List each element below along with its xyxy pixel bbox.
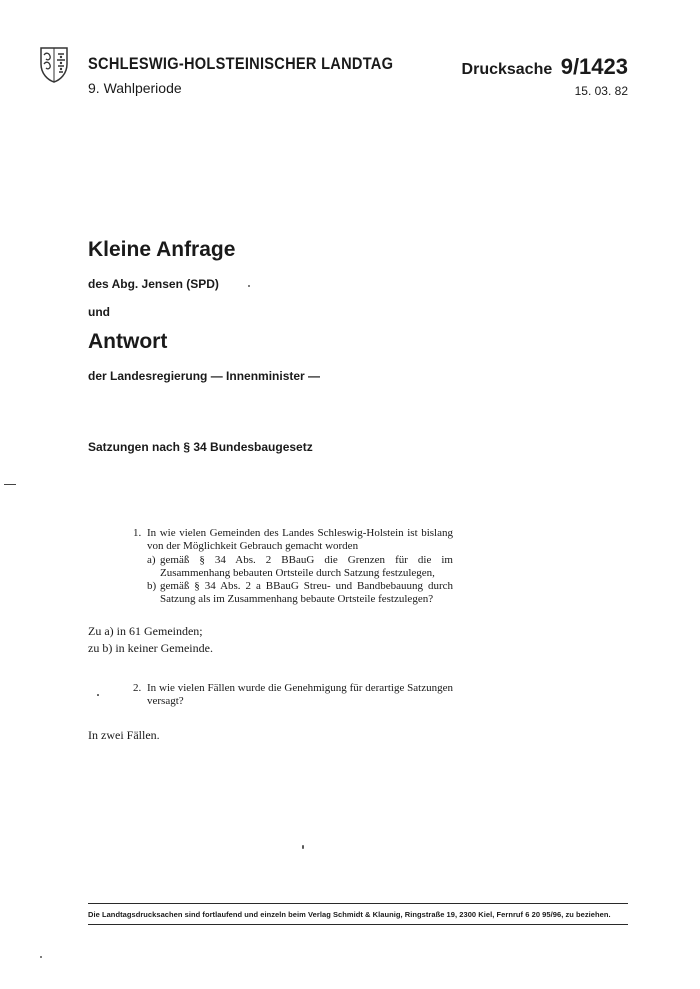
answer-title: Antwort [88, 330, 168, 353]
subject-line: Satzungen nach § 34 Bundesbaugesetz [88, 440, 313, 454]
answer-2 [88, 727, 160, 744]
legislative-period: 9. Wahlperiode [88, 80, 182, 96]
question-2 [133, 682, 453, 708]
item-text: gemäß § 34 Abs. 2 a BBauG Streu- und Bandbebauung durch Satzung als im Zusammenhang bebaute Ortsteile festzulegen? [160, 580, 453, 605]
question-text: In wie vielen Gemeinden des Landes Schleswig-Holstein ist bislang von der Möglichkeit Gebrauch gemacht worden [147, 527, 453, 552]
answer-line: zu b) in keiner Gemeinde. [88, 641, 213, 655]
item-text: gemäß § 34 Abs. 2 BBauG die Grenzen für die im Zusammenhang bebauten Ortsteile durch Satzung festzulegen, [160, 554, 453, 579]
question-author: des Abg. Jensen (SPD) [88, 277, 219, 291]
conjunction: und [88, 305, 110, 319]
question-text: In wie vielen Fällen wurde die Genehmigung für derartige Satzungen versagt? [147, 682, 453, 707]
answer-line: Zu a) in 61 Gemeinden; [88, 624, 203, 638]
answer-responder: der Landesregierung — Innenminister — [88, 369, 321, 383]
scan-speck [248, 285, 250, 287]
document-number-block [462, 54, 628, 80]
item-marker: b) [147, 580, 157, 592]
question-title: Kleine Anfrage [88, 238, 236, 261]
answer-1 [88, 623, 213, 657]
document-date: 15. 03. 82 [574, 84, 628, 98]
coat-of-arms-icon [38, 44, 70, 84]
drucksache-label: Drucksache [461, 61, 553, 78]
scan-speck [40, 956, 42, 958]
scan-speck [97, 694, 99, 696]
item-marker: a) [147, 554, 156, 566]
margin-mark [4, 484, 16, 485]
question-1 [133, 527, 453, 606]
scan-speck [302, 845, 304, 849]
footer-rule-top [88, 903, 628, 904]
question-number: 1. [133, 527, 142, 539]
answer-line: In zwei Fällen. [88, 728, 160, 742]
footer-rule-bottom [88, 924, 628, 925]
drucksache-number: 9/1423 [560, 54, 628, 79]
list-item [133, 554, 453, 580]
parliament-name: SCHLESWIG-HOLSTEINISCHER LANDTAG [88, 54, 394, 73]
footer-note: Die Landtagsdrucksachen sind fortlaufend und einzeln beim Verlag Schmidt & Klaunig, Ringstraße 19, 2300 Kiel, Fernruf 6 20 95/96, zu beziehen. [88, 910, 611, 919]
question-number: 2. [133, 682, 142, 694]
list-item [133, 580, 453, 606]
